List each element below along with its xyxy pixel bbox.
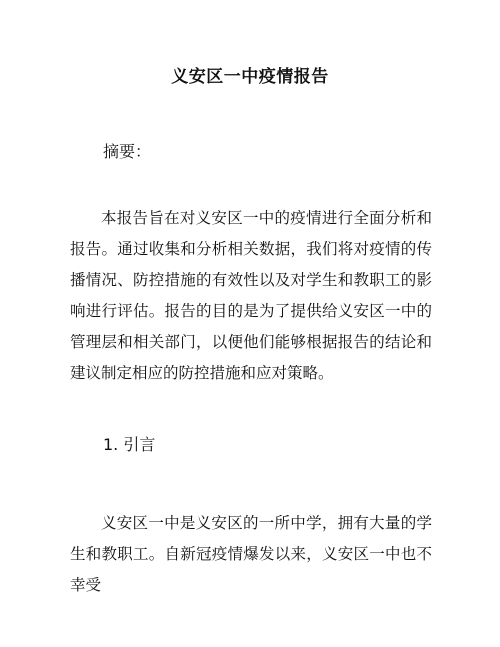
abstract-paragraph: 本报告旨在对义安区一中的疫情进行全面分析和报告。通过收集和分析相关数据，我们将对疫情的传播情况、防控措施的有效性以及对学生和教职工的影响进行评估。报告的目的是为了提供给义安区一中的管理层和相关部门，以便他们能够根据报告的结论和建议制定相应的防控措施和应对策略。 [70,209,432,382]
section-heading-introduction: 1. 引言 [103,435,156,454]
abstract-label: 摘要： [103,142,152,161]
introduction-paragraph: 义安区一中是义安区的一所中学，拥有大量的学生和教职工。自新冠疫情爆发以来，义安区一中也不幸受 [70,514,432,594]
document-title: 义安区一中疫情报告 [171,67,329,87]
